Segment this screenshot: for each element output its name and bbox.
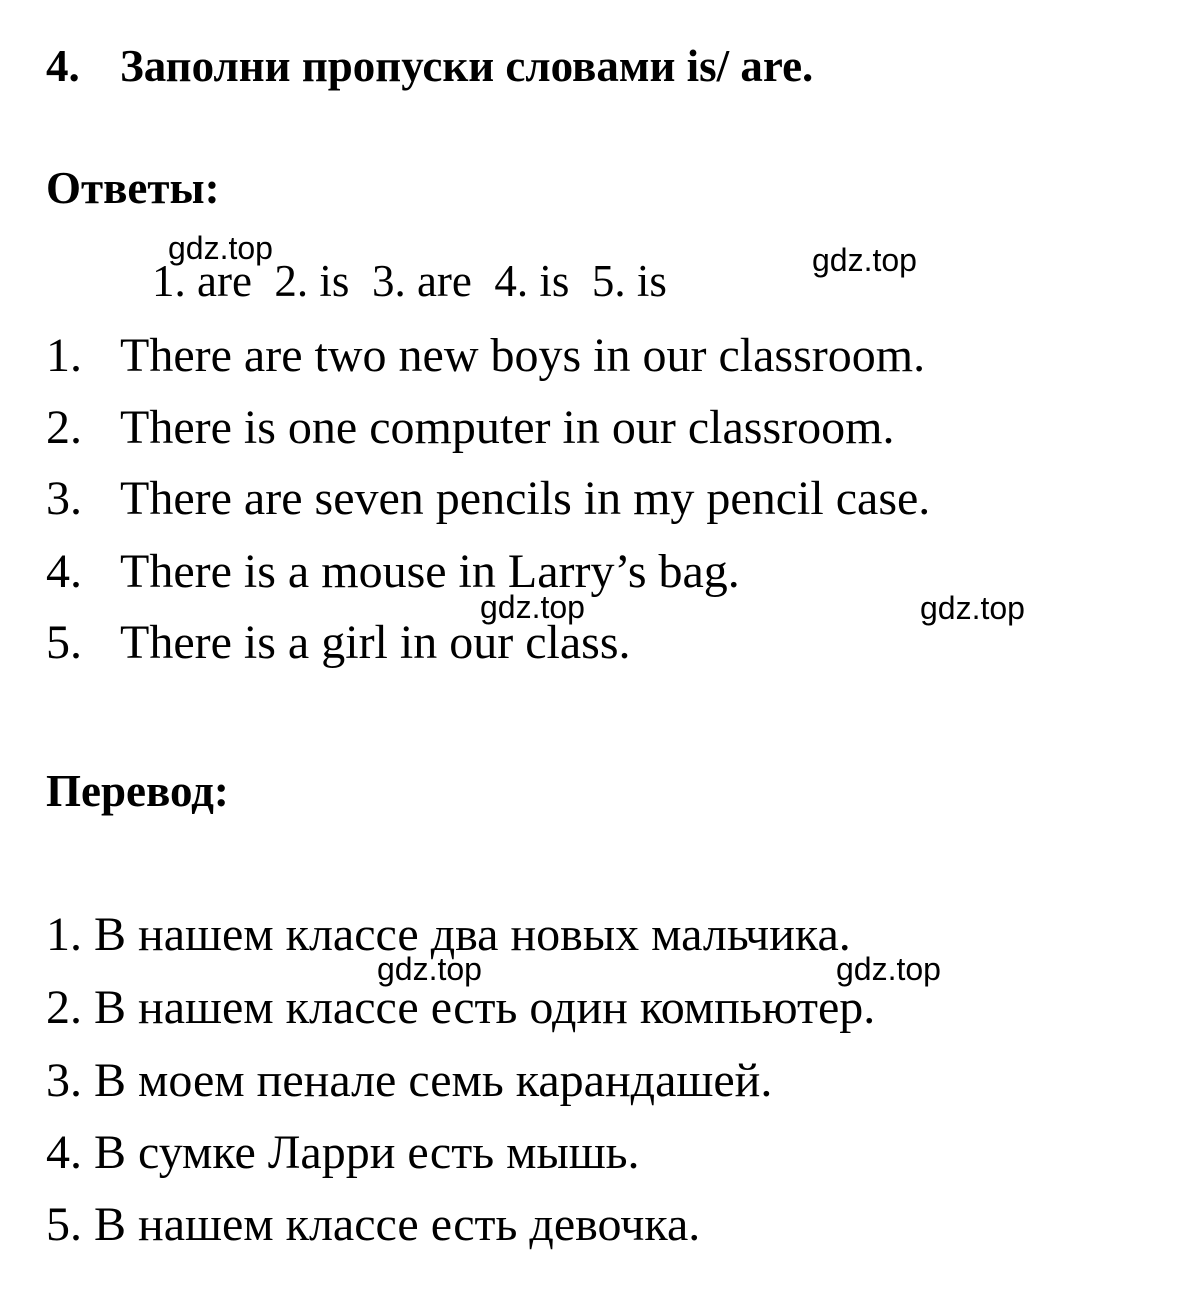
answer-sentence <box>46 400 894 455</box>
watermark: gdz.top <box>836 951 941 987</box>
translation-line: 4. В сумке Ларри есть мышь. <box>46 1126 640 1179</box>
sentence-text: There is one computer in our classroom. <box>120 401 895 454</box>
answers-heading: Ответы: <box>46 163 220 213</box>
sentence-text: There is a mouse in Larry’s bag. <box>120 545 740 598</box>
answer-sentence <box>46 544 740 599</box>
translation-heading: Перевод: <box>46 766 229 816</box>
task-number: 4. <box>46 41 80 91</box>
sentence-number: 3. <box>46 472 82 525</box>
sentence-number: 2. <box>46 401 82 454</box>
translation-line: 1. В нашем классе два новых мальчика. <box>46 908 851 961</box>
watermark: gdz.top <box>377 951 482 987</box>
watermark: gdz.top <box>920 590 1025 626</box>
sentence-text: There is a girl in our class. <box>120 616 631 669</box>
answer-sentence <box>46 328 925 383</box>
watermark: gdz.top <box>480 589 585 625</box>
answers-summary: 1. are 2. is 3. are 4. is 5. is <box>152 256 667 306</box>
sentence-text: There are seven pencils in my pencil case. <box>120 472 931 525</box>
translation-line: 2. В нашем классе есть один компьютер. <box>46 981 876 1034</box>
sentence-number: 4. <box>46 545 82 598</box>
watermark: gdz.top <box>812 242 917 278</box>
task-instruction: Заполни пропуски словами is/ are. <box>120 41 814 91</box>
task-title <box>46 40 813 92</box>
translation-line: 5. В нашем классе есть девочка. <box>46 1198 701 1251</box>
sentence-text: There are two new boys in our classroom. <box>120 329 926 382</box>
answer-sentence <box>46 471 930 526</box>
watermark: gdz.top <box>168 230 273 266</box>
sentence-number: 5. <box>46 616 82 669</box>
translation-line: 3. В моем пенале семь карандашей. <box>46 1054 773 1107</box>
sentence-number: 1. <box>46 329 82 382</box>
